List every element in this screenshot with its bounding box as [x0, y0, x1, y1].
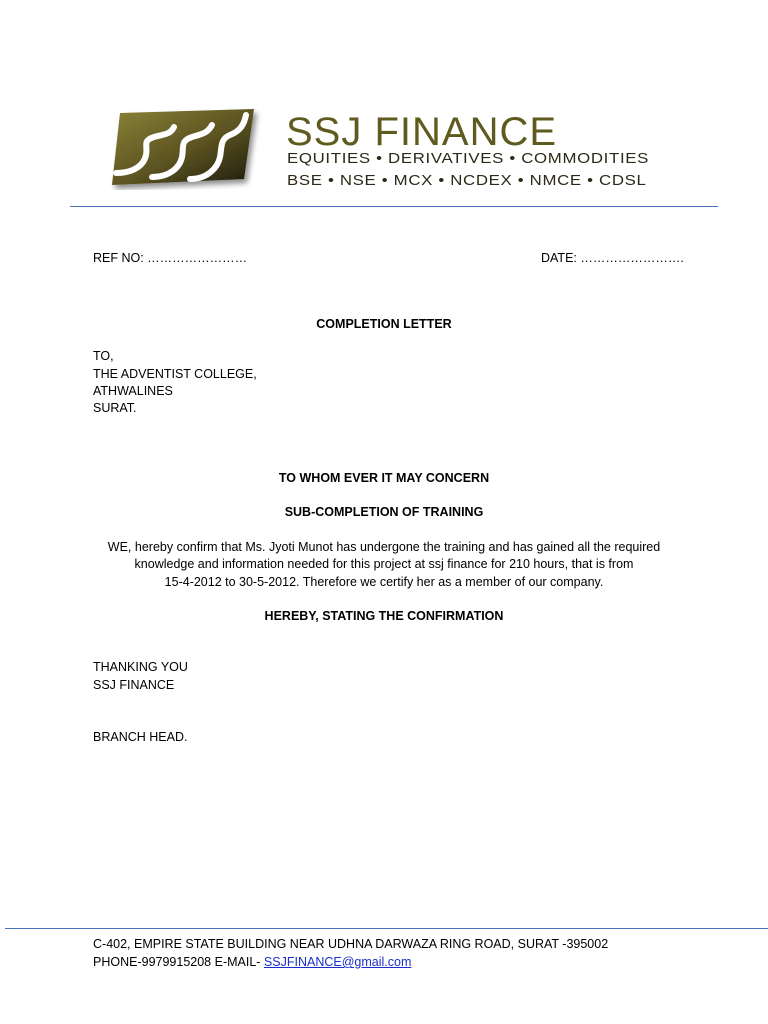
footer-contact: [93, 954, 411, 971]
body-line-1: WE, hereby confirm that Ms. Jyoti Munot has undergone the training and has gained all the required: [107, 540, 661, 554]
body-line-3: 15-4-2012 to 30-5-2012. Therefore we certify her as a member of our company.: [164, 575, 604, 589]
letter-date: DATE: …………………….: [541, 251, 684, 265]
signatory: BRANCH HEAD.: [93, 730, 188, 744]
salutation: TO WHOM EVER IT MAY CONCERN: [278, 471, 490, 485]
ssj-logo-icon: [104, 107, 264, 190]
subject-line: SUB-COMPLETION OF TRAINING: [284, 505, 484, 519]
confirmation-line: HEREBY, STATING THE CONFIRMATION: [264, 609, 504, 623]
address-line-3: SURAT.: [93, 401, 137, 415]
email-link[interactable]: SSJFINANCE@gmail.com: [263, 955, 412, 969]
footer-phone: PHONE-9979915208 E-MAIL-: [93, 955, 264, 969]
header-divider: [70, 206, 718, 207]
tagline: EQUITIES • DERIVATIVES • COMMODITIES: [287, 150, 650, 167]
company-name: SSJ FINANCE: [286, 110, 558, 154]
closing-thanks: THANKING YOU: [93, 660, 188, 674]
footer-divider: [5, 928, 768, 929]
address-to: TO,: [93, 349, 114, 363]
closing-company: SSJ FINANCE: [93, 678, 175, 692]
body-line-2: knowledge and information needed for this project at ssj finance for 210 hours, that is from: [134, 557, 634, 571]
address-line-2: ATHWALINES: [93, 384, 173, 398]
exchange-list: BSE • NSE • MCX • NCDEX • NMCE • CDSL: [287, 172, 647, 189]
ref-number: REF NO: ……………………: [93, 251, 248, 265]
letter-title: COMPLETION LETTER: [316, 317, 452, 331]
footer-address: C-402, EMPIRE STATE BUILDING NEAR UDHNA DARWAZA RING ROAD, SURAT -395002: [93, 937, 609, 951]
address-line-1: THE ADVENTIST COLLEGE,: [93, 367, 257, 381]
